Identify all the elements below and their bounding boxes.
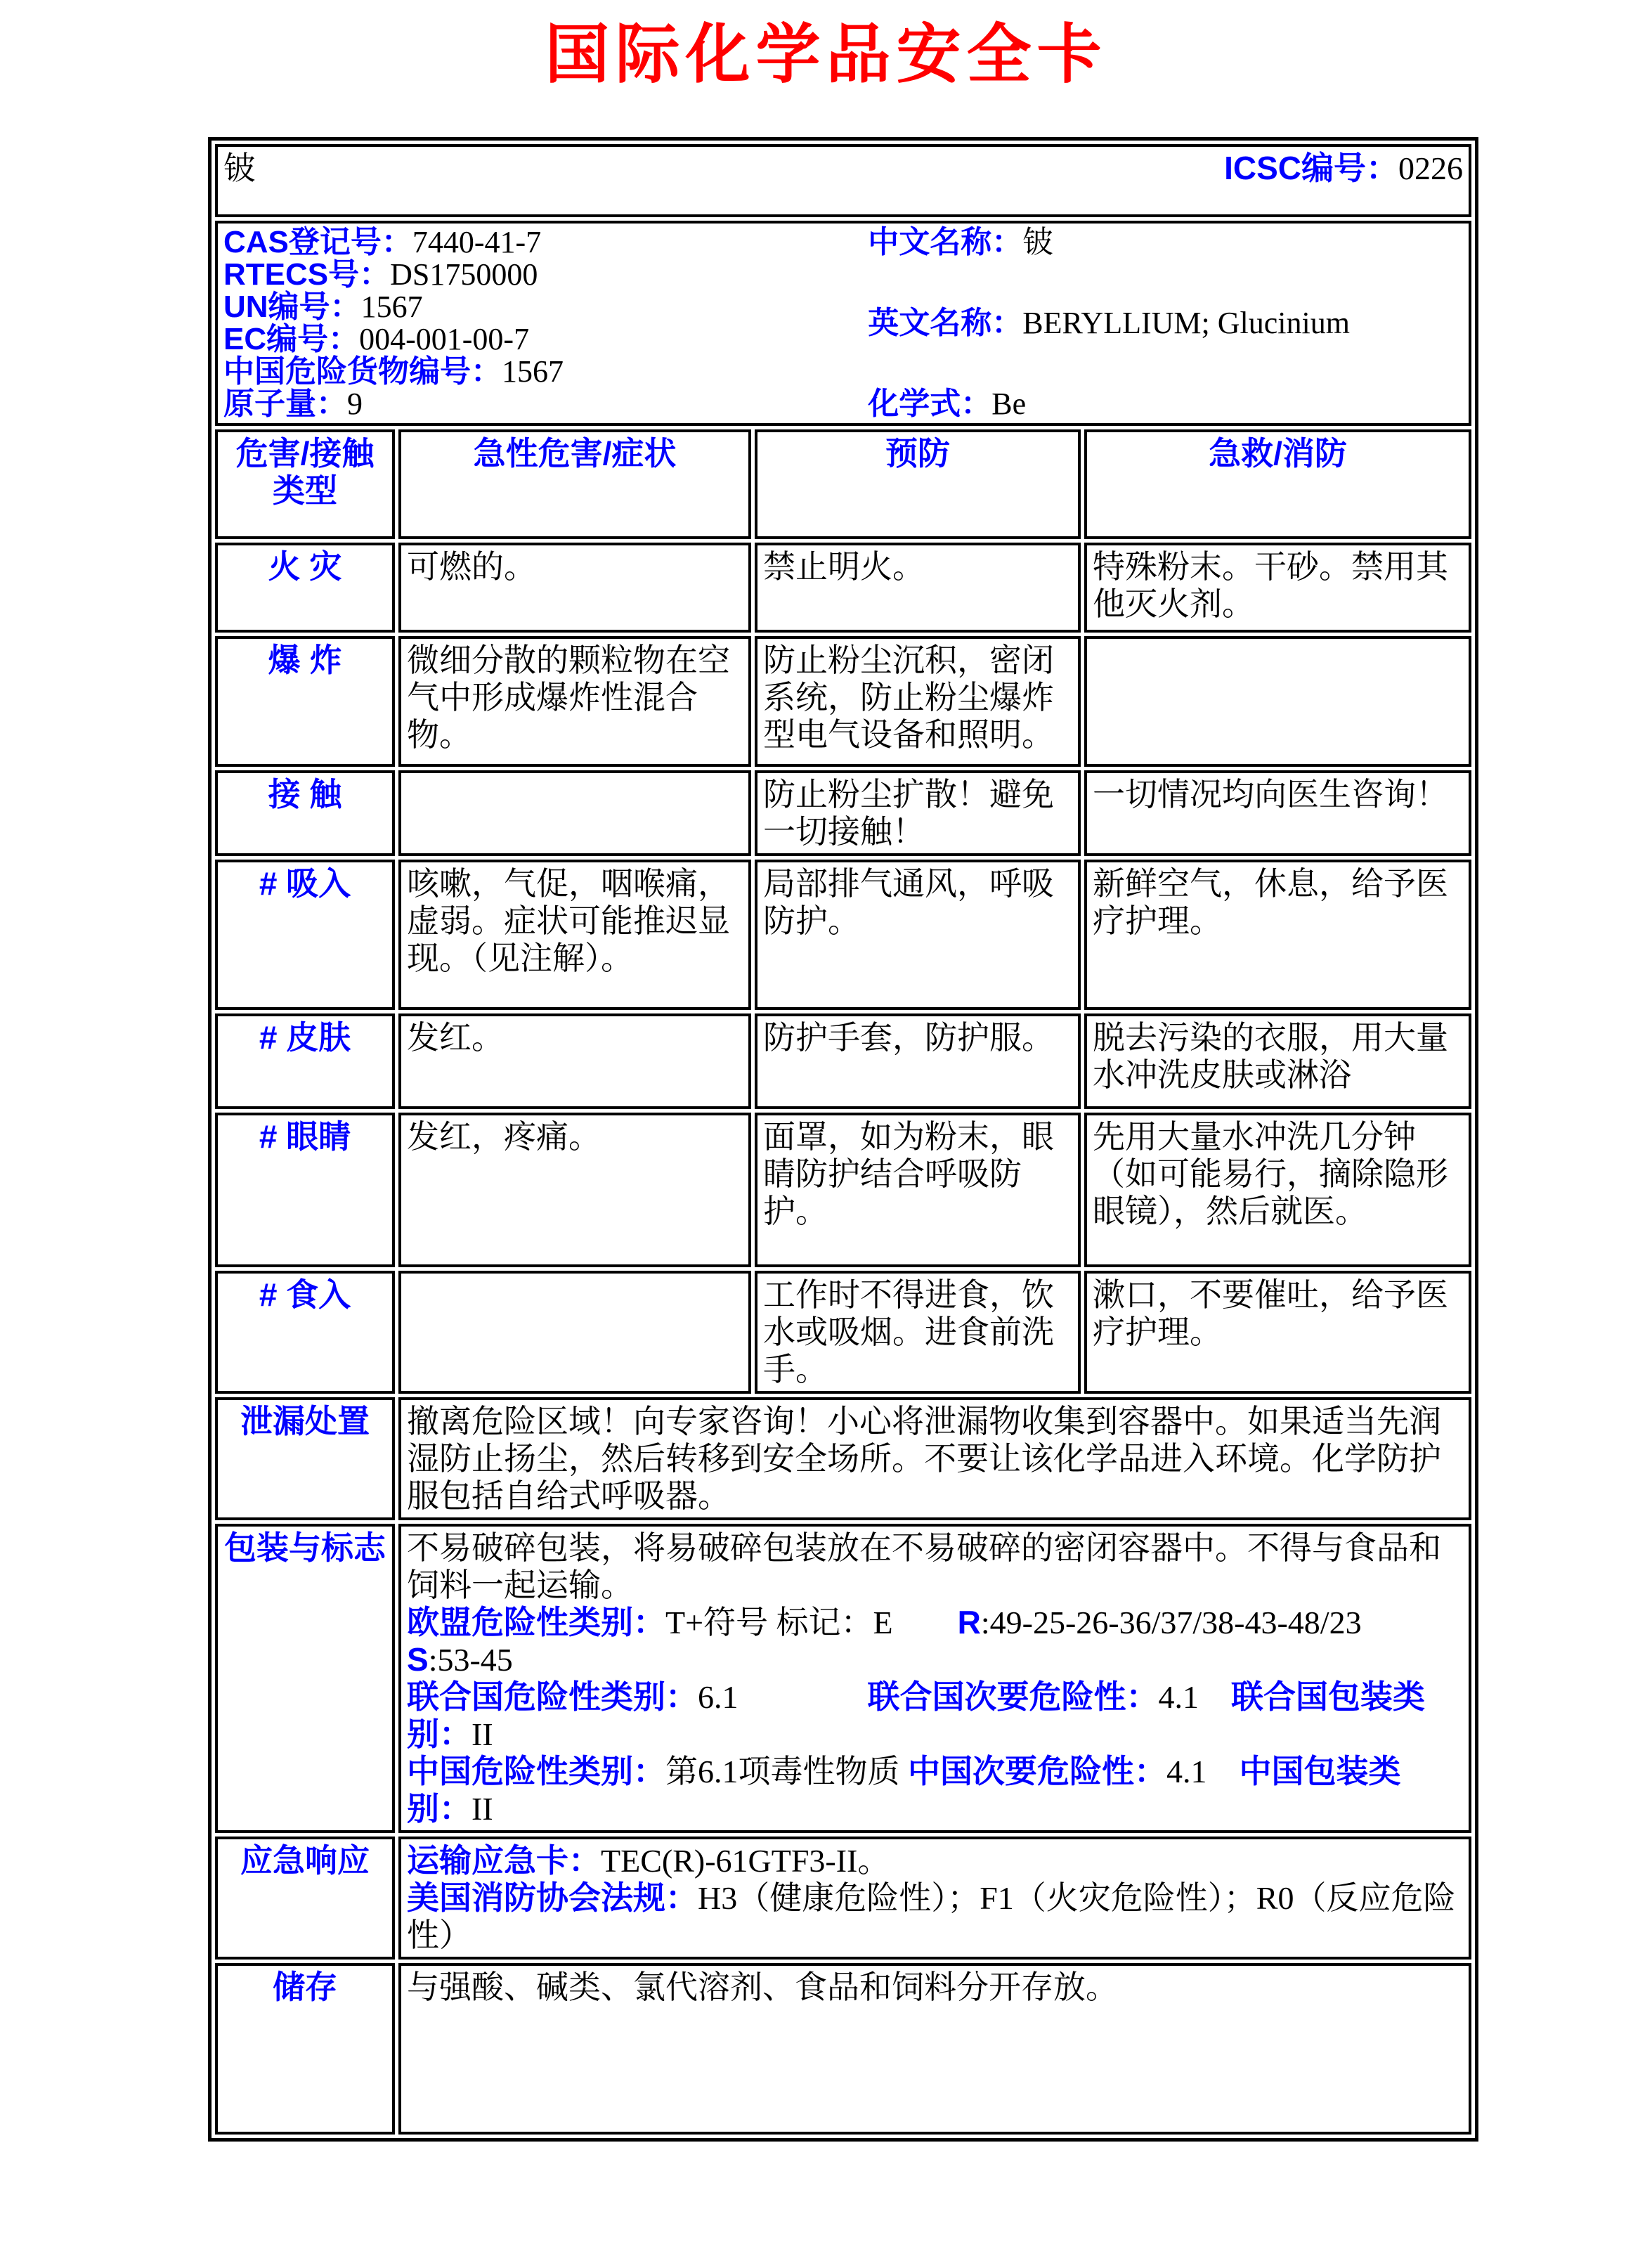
safety-card [208, 137, 1478, 2142]
section-content-spill: 撤离危险区域！向专家咨询！小心将泄漏物收集到容器中。如果适当先润湿防止扬尘，然后转移到安全场所。不要让该化学品进入环境。化学防护服包括自给式呼吸器。 [398, 1397, 1471, 1520]
exposure-symptoms [398, 770, 751, 856]
identifiers-row [215, 221, 1471, 426]
section-label-emergency: 应急响应 [215, 1837, 395, 1960]
inhalation-prevention: 局部排气通风，呼吸防护。 [755, 860, 1081, 1010]
hazard-row-fire [215, 543, 1471, 633]
name-bar-row [215, 144, 1471, 217]
names-column [868, 226, 1463, 420]
row-label-inhalation: # 吸入 [215, 860, 395, 1010]
hazard-row-ingestion [215, 1271, 1471, 1394]
row-label-skin: # 皮肤 [215, 1013, 395, 1109]
ingestion-prevention: 工作时不得进食，饮水或吸烟。进食前洗手。 [755, 1271, 1081, 1394]
skin-prevention: 防护手套，防护服。 [755, 1013, 1081, 1109]
row-label-fire: 火 灾 [215, 543, 395, 633]
name-bar-cell [215, 144, 1471, 217]
section-content-storage: 与强酸、碱类、氯代溶剂、食品和饲料分开存放。 [398, 1963, 1471, 2135]
eyes-symptoms: 发红，疼痛。 [398, 1113, 751, 1267]
explosion-first-aid [1084, 636, 1471, 767]
identifier-ec: EC编号：004-001-00-7 [223, 322, 530, 357]
hazard-row-eyes [215, 1113, 1471, 1267]
section-label-spill: 泄漏处置 [215, 1397, 395, 1520]
icsc-number [1224, 150, 1463, 187]
safety-card-table [208, 137, 1478, 2142]
ingestion-symptoms [398, 1271, 751, 1394]
name-english: 英文名称：BERYLLIUM; Glucinium [868, 306, 1350, 341]
eyes-first-aid: 先用大量水冲洗几分钟（如可能易行，摘除隐形眼镜），然后就医。 [1084, 1113, 1471, 1267]
section-label-packaging: 包装与标志 [215, 1524, 395, 1833]
column-header-hazard-type: 危害/接触类型 [215, 429, 395, 539]
row-label-exposure: 接 触 [215, 770, 395, 856]
hazard-row-exposure [215, 770, 1471, 856]
identifier-rtecs: RTECS号：DS1750000 [223, 257, 538, 292]
section-label-storage: 储存 [215, 1963, 395, 2135]
chemical-formula: 化学式：Be [868, 387, 1027, 422]
hazard-row-inhalation [215, 860, 1471, 1010]
identifier-un: UN编号：1567 [223, 290, 423, 325]
exposure-first-aid: 一切情况均向医生咨询！ [1084, 770, 1471, 856]
column-header-first-aid: 急救/消防 [1084, 429, 1471, 539]
section-row-packaging [215, 1524, 1471, 1833]
identifiers-column [223, 226, 868, 420]
section-content-packaging: 不易破碎包装，将易破碎包装放在不易破碎的密闭容器中。不得与食品和饲料一起运输。 欧盟危险性类别：T+符号 标记：E R:49-25-26-36/37/38-43-48/23 S:53-45 联合国危险性类别：6.1 联合国次要危险性：4.1 联合国包装类别：II 中国危险性类别：第6.1项毒性物质 中国次要危险性：4.1 中国包装类别：II [398, 1524, 1471, 1833]
chemical-name: 铍 [223, 150, 256, 187]
inhalation-symptoms: 咳嗽，气促，咽喉痛，虚弱。症状可能推迟显现。（见注解）。 [398, 860, 751, 1010]
explosion-prevention: 防止粉尘沉积，密闭系统，防止粉尘爆炸型电气设备和照明。 [755, 636, 1081, 767]
hazard-row-explosion [215, 636, 1471, 767]
row-label-explosion: 爆 炸 [215, 636, 395, 767]
page-title: 国际化学品安全卡 [545, 19, 1107, 91]
column-header-symptoms: 急性危害/症状 [398, 429, 751, 539]
icsc-number-value: 0226 [1398, 150, 1464, 187]
skin-symptoms: 发红。 [398, 1013, 751, 1109]
inhalation-first-aid: 新鲜空气，休息，给予医疗护理。 [1084, 860, 1471, 1010]
exposure-prevention: 防止粉尘扩散！避免一切接触！ [755, 770, 1081, 856]
section-row-emergency [215, 1837, 1471, 1960]
hazard-row-skin [215, 1013, 1471, 1109]
hazard-header-row [215, 429, 1471, 539]
section-content-emergency: 运输应急卡：TEC(R)-61GTF3-II。 美国消防协会法规：H3（健康危险性）；F1（火灾危险性）；R0（反应危险性） [398, 1837, 1471, 1960]
identifier-china-dg: 中国危险货物编号：1567 [223, 354, 564, 389]
section-row-storage [215, 1963, 1471, 2135]
row-label-ingestion: # 食入 [215, 1271, 395, 1394]
identifier-cas: CAS登记号：7440-41-7 [223, 225, 542, 260]
fire-symptoms: 可燃的。 [398, 543, 751, 633]
column-header-prevention: 预防 [755, 429, 1081, 539]
fire-prevention: 禁止明火。 [755, 543, 1081, 633]
row-label-eyes: # 眼睛 [215, 1113, 395, 1267]
identifier-atomic-mass: 原子量：9 [223, 387, 363, 422]
name-chinese: 中文名称：铍 [868, 225, 1054, 260]
explosion-symptoms: 微细分散的颗粒物在空气中形成爆炸性混合物。 [398, 636, 751, 767]
ingestion-first-aid: 漱口，不要催吐，给予医疗护理。 [1084, 1271, 1471, 1394]
page [0, 20, 1652, 2254]
skin-first-aid: 脱去污染的衣服，用大量水冲洗皮肤或淋浴 [1084, 1013, 1471, 1109]
section-row-spill [215, 1397, 1471, 1520]
icsc-number-label: ICSC编号： [1224, 150, 1399, 187]
eyes-prevention: 面罩，如为粉末，眼睛防护结合呼吸防护。 [755, 1113, 1081, 1267]
fire-first-aid: 特殊粉末。干砂。禁用其他灭火剂。 [1084, 543, 1471, 633]
identifiers-cell [215, 221, 1471, 426]
